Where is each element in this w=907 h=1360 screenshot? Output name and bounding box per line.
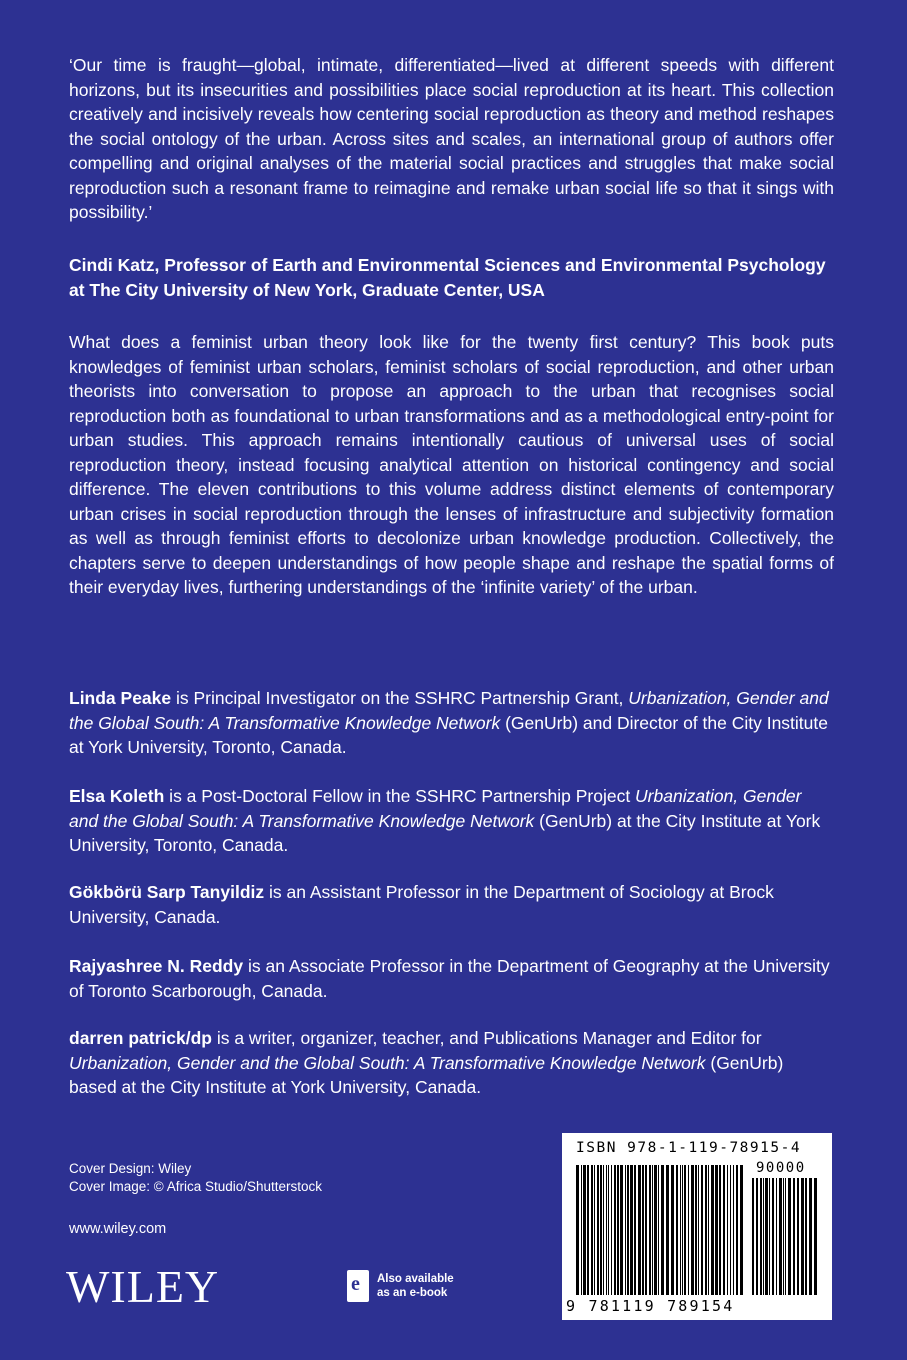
publisher-website-link[interactable]: www.wiley.com: [69, 1221, 167, 1237]
bio-name: darren patrick/dp: [69, 1028, 212, 1048]
isbn-barcode: [562, 1133, 832, 1320]
barcode-bars-icon: [576, 1165, 746, 1295]
bio-gokboru-tanyildiz: Gökbörü Sarp Tanyildiz is an Assistant Professor in the Department of Sociology at Brock University, Canada.: [69, 882, 774, 927]
cover-credits: [69, 1160, 322, 1196]
cover-image-credit: Cover Image: © Africa Studio/Shutterstock: [69, 1179, 323, 1194]
description-text: What does a feminist urban theory look like for the twenty first century? This book puts knowledges of feminist urban scholars, feminist scholars of social reproduction, and other urban theorists into conversation to propose an approach to the urban that recognises social reproduction both as foundational to urban transformations and as a methodological entry-point for urban studies. This approach remains intentionally cautious of universal uses of social reproduction theory, instead focusing analytical attention on historical contingency and social difference. The eleven contributions to this volume address distinct elements of contemporary urban crises in social reproduction through the lenses of infrastructure and subjectivity formation as well as through feminist efforts to decolonize urban knowledge production. Collectively, the chapters serve to deepen understandings of how people shape and reshape the spatial forms of their everyday lives, furthering understandings of the ‘infinite variety’ of the urban.: [69, 332, 834, 597]
book-description: [69, 330, 834, 600]
bio-elsa-koleth: Elsa Koleth is a Post-Doctoral Fellow in the SSHRC Partnership Project Urbanization, Gender and the Global South: A Transformative Knowledge Network (GenUrb) at the City Institute at York University, Toronto, Canada.: [69, 786, 821, 855]
quote-attribution: Cindi Katz, Professor of Earth and Environmental Sciences and Environmental Psychology at The City University of New York, Graduate Center, USA: [69, 255, 826, 300]
wiley-logo: WILEY: [66, 1261, 220, 1312]
quote-text: ‘Our time is fraught—global, intimate, differentiated—lived at different speeds with different horizons, but its insecurities and possibilities place social reproduction at its heart. This collection creatively and incisively reveals how centering social reproduction as theory and method reshapes the social ontology of the urban. Across sites and scales, an international group of authors offer compelling and original analyses of the material social practices and struggles that make social reproduction such a resonant frame to reimagine and remake urban social life so that it sings with possibility.’: [69, 55, 834, 222]
cover-design-credit: Cover Design: Wiley: [69, 1161, 192, 1176]
bio-rajyashree-reddy: Rajyashree N. Reddy is an Associate Professor in the Department of Geography at the University of Toronto Scarborough, Canada.: [69, 956, 830, 1001]
addon-bars-icon: [752, 1178, 818, 1295]
ebook-line-2: as an e-book: [377, 1287, 448, 1299]
isbn-label: ISBN 978-1-119-78915-4: [576, 1140, 802, 1156]
ebook-icon: [347, 1270, 369, 1302]
ebook-line-1: Also available: [377, 1273, 454, 1285]
price-addon-number: 90000: [756, 1160, 806, 1176]
bio-name: Rajyashree N. Reddy: [69, 956, 244, 976]
ean-number: 9 781119 789154: [566, 1297, 735, 1315]
bio-name: Linda Peake: [69, 688, 172, 708]
endorsement-quote: [69, 53, 834, 225]
ebook-badge: [347, 1270, 454, 1302]
bio-name: Elsa Koleth: [69, 786, 165, 806]
bio-name: Gökbörü Sarp Tanyildiz: [69, 882, 265, 902]
bio-linda-peake: Linda Peake is Principal Investigator on the SSHRC Partnership Grant, Urbanization, Gender and the Global South: A Transformative Knowledge Network (GenUrb) and Director of the City Institute at York University, Toronto, Canada.: [69, 688, 829, 757]
bio-darren-patrick: darren patrick/dp is a writer, organizer, teacher, and Publications Manager and Editor for Urbanization, Gender and the Global South: A Transformative Knowledge Network (GenUrb) based at the City Institute at York University, Canada.: [69, 1028, 784, 1097]
